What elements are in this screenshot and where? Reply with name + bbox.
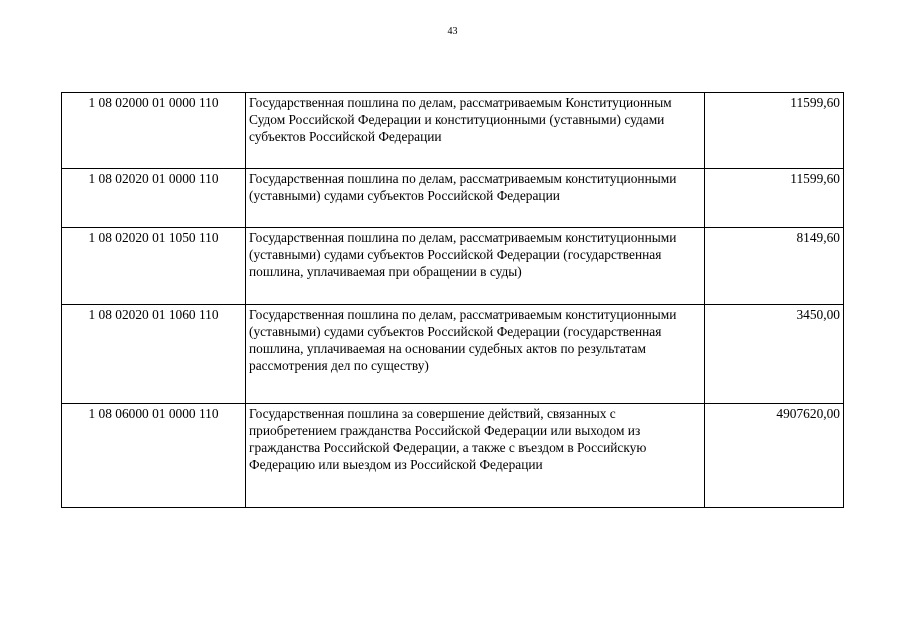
budget-code-cell: 1 08 02020 01 0000 110 [62,169,246,228]
budget-code-cell: 1 08 02000 01 0000 110 [62,93,246,169]
table-row [62,404,844,508]
table-row [62,305,844,404]
amount-cell: 11599,60 [705,169,844,228]
amount-cell: 8149,60 [705,228,844,305]
description-cell: Государственная пошлина за совершение действий, связанных с приобретением гражданства Российской Федерации или выходом из гражданства Российской Федерации, а также с въездом в Российскую Федерацию или выездом из Российской Федерации [246,404,705,508]
revenue-table [61,92,844,508]
amount-cell: 3450,00 [705,305,844,404]
description-cell: Государственная пошлина по делам, рассматриваемым конституционными (уставными) судами субъектов Российской Федерации (государственная пошлина, уплачиваемая при обращении в суды) [246,228,705,305]
description-cell: Государственная пошлина по делам, рассматриваемым Конституционным Судом Российской Федерации и конституционными (уставными) судами субъектов Российской Федерации [246,93,705,169]
table-row [62,228,844,305]
amount-cell: 4907620,00 [705,404,844,508]
table-row [62,93,844,169]
amount-cell: 11599,60 [705,93,844,169]
budget-code-cell: 1 08 02020 01 1050 110 [62,228,246,305]
budget-code-cell: 1 08 02020 01 1060 110 [62,305,246,404]
table-row [62,169,844,228]
description-cell: Государственная пошлина по делам, рассматриваемым конституционными (уставными) судами субъектов Российской Федерации (государственная пошлина, уплачиваемая на основании судебных актов по результатам рассмотрения дел по существу) [246,305,705,404]
page-number: 43 [447,26,458,37]
description-cell: Государственная пошлина по делам, рассматриваемым конституционными (уставными) судами субъектов Российской Федерации [246,169,705,228]
budget-code-cell: 1 08 06000 01 0000 110 [62,404,246,508]
